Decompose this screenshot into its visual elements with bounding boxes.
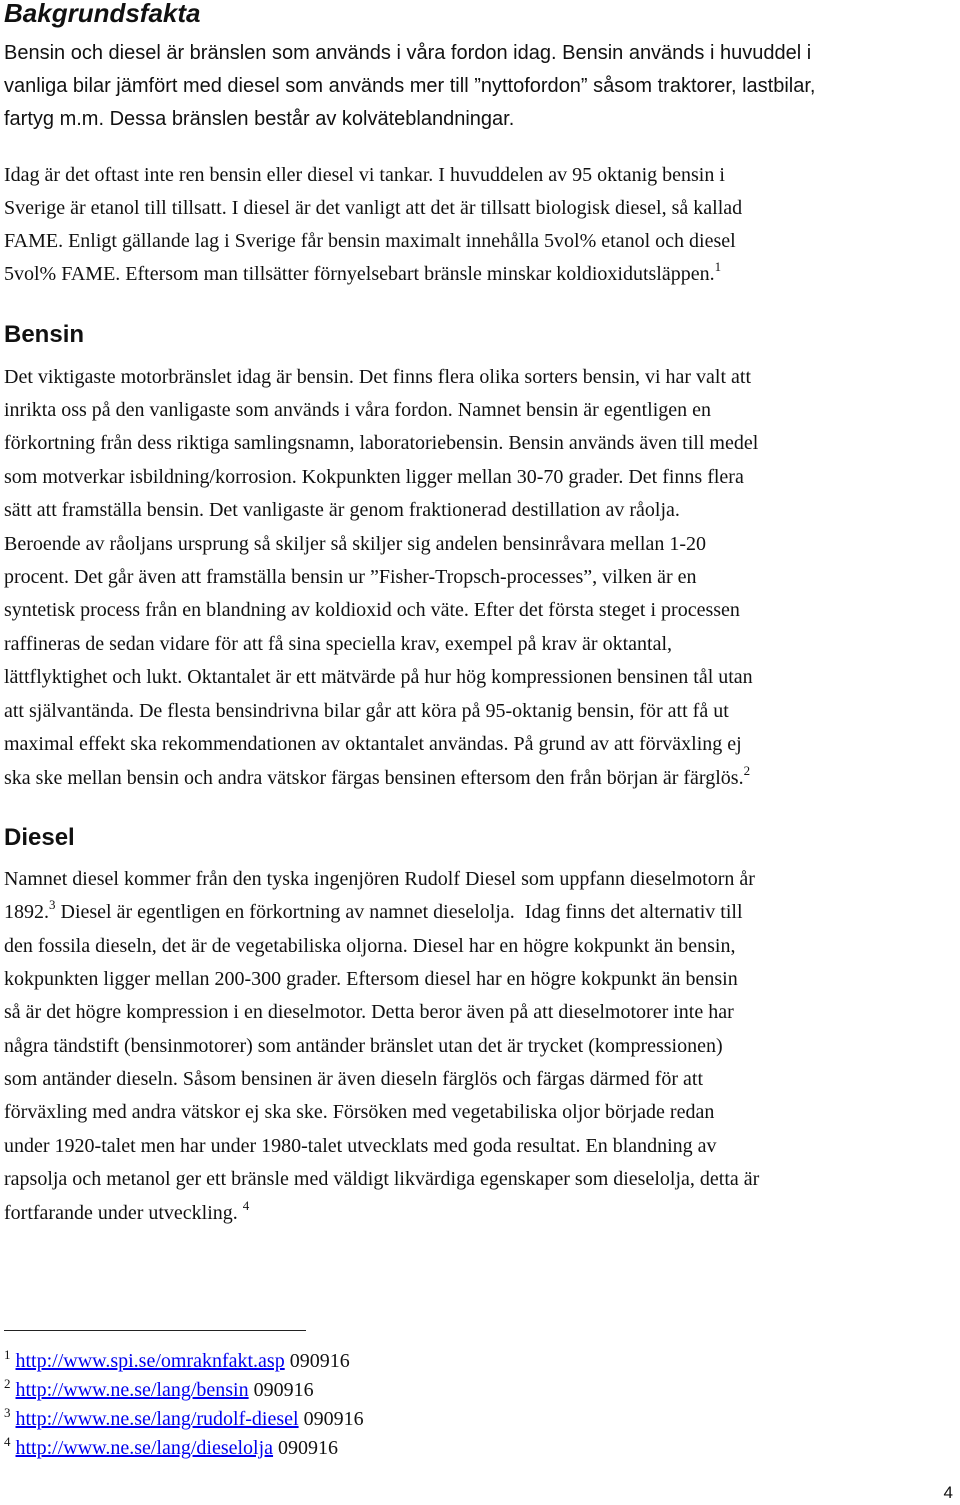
diesel-line: under 1920-talet men har under 1980-talet utvecklats med goda resultat. En blandning av (4, 1135, 717, 1157)
footnote-link[interactable]: http://www.ne.se/lang/bensin (15, 1379, 249, 1401)
diesel-line: förväxling med andra vätskor ej ska ske. Försöken med vegetabiliska oljor började redan (4, 1101, 715, 1123)
bensin-text: ska ske mellan bensin och andra vätskor färgas bensinen eftersom den från början är färglös. (4, 767, 744, 789)
footnote (4, 1378, 314, 1402)
footnote (4, 1407, 364, 1431)
intro-line: vanliga bilar jämfört med diesel som används mer till ”nyttofordon” såsom traktorer, lastbilar, (4, 75, 816, 97)
footnote (4, 1436, 338, 1460)
bensin-line: procent. Det går även att framställa bensin ur ”Fisher-Tropsch-processes”, vilken är en (4, 566, 697, 588)
footnote (4, 1349, 350, 1373)
paragraph-line (4, 259, 722, 286)
diesel-line: Namnet diesel kommer från den tyska ingenjören Rudolf Diesel som uppfann dieselmotorn år (4, 868, 755, 890)
footnote-ref: 2 (743, 763, 751, 778)
footnote-number: 1 (4, 1347, 11, 1362)
bensin-line: Det viktigaste motorbränslet idag är bensin. Det finns flera olika sorters bensin, vi har valt att (4, 366, 752, 388)
diesel-line: några tändstift (bensinmotorer) som antänder bränslet utan det är trycket (kompressionen) (4, 1035, 723, 1057)
diesel-line (4, 1198, 250, 1225)
bensin-line (4, 763, 751, 790)
bensin-line: lättflyktighet och lukt. Oktantalet är ett mätvärde på hur hög kompressionen bensinen tål utan (4, 666, 753, 688)
intro-line: Bensin och diesel är bränslen som används i våra fordon idag. Bensin används i huvuddel i (4, 42, 812, 64)
paragraph-line: Idag är det oftast inte ren bensin eller diesel vi tankar. I huvuddelen av 95 oktanig bensin i (4, 164, 725, 186)
page-number: 4 (943, 1483, 953, 1502)
diesel-line (4, 897, 743, 924)
paragraph-line: Sverige är etanol till tillsatt. I diesel är det vanligt att det är tillsatt biologisk diesel, så kallad (4, 197, 743, 219)
bensin-line: raffineras de sedan vidare för att få sina speciella krav, exempel på krav är oktantal, (4, 633, 673, 655)
bensin-line: att självantända. De flesta bensindrivna bilar går att köra på 95-oktanig bensin, för att få ut (4, 700, 729, 722)
bensin-line: maximal effekt ska rekommendationen av oktantalet användas. På grund av att förväxling ej (4, 733, 742, 755)
footnote-number: 3 (4, 1405, 11, 1420)
diesel-text: Diesel är egentligen en förkortning av namnet dieselolja. Idag finns det alternativ till (55, 901, 743, 923)
page-title: Bakgrundsfakta (4, 0, 201, 28)
bensin-line: Beroende av råoljans ursprung så skiljer så skiljer sig andelen bensinråvara mellan 1-20 (4, 533, 707, 555)
footnote-link[interactable]: http://www.ne.se/lang/rudolf-diesel (15, 1408, 299, 1430)
diesel-line: så är det högre kompression i en dieselmotor. Detta beror även på att dieselmotorer inte har (4, 1001, 734, 1023)
footnote-date: 090916 (273, 1437, 339, 1459)
diesel-text: fortfarande under utveckling. (4, 1202, 243, 1224)
bensin-line: syntetisk process från en blandning av koldioxid och väte. Efter det första steget i processen (4, 599, 740, 621)
footnote-link[interactable]: http://www.ne.se/lang/dieselolja (15, 1437, 274, 1459)
footnote-number: 2 (4, 1376, 11, 1391)
footnote-number: 4 (4, 1434, 11, 1449)
footnote-date: 090916 (284, 1350, 350, 1372)
diesel-line: den fossila dieseln, det är de vegetabiliska oljorna. Diesel har en högre kokpunkt än bensin, (4, 935, 736, 957)
diesel-year: 1892. (4, 901, 49, 923)
bensin-line: som motverkar isbildning/korrosion. Kokpunkten ligger mellan 30-70 grader. Det finns flera (4, 466, 744, 488)
bensin-line: inrikta oss på den vanligaste som används i våra fordon. Namnet bensin är egentligen en (4, 399, 712, 421)
diesel-line: kokpunkten ligger mellan 200-300 grader. Eftersom diesel har en högre kokpunkt än bensin (4, 968, 738, 990)
diesel-line: som antänder dieseln. Såsom bensinen är även dieseln färglös och färgas därmed för att (4, 1068, 704, 1090)
footnote-date: 090916 (298, 1408, 364, 1430)
intro-line: fartyg m.m. Dessa bränslen består av kolväteblandningar. (4, 108, 515, 130)
bensin-line: sätt att framställa bensin. Det vanligaste är genom fraktionerad destillation av råolja. (4, 499, 680, 521)
diesel-line: rapsolja och metanol ger ett bränsle med väldigt likvärdiga egenskaper som dieselolja, detta är (4, 1168, 760, 1190)
section-heading-bensin: Bensin (4, 321, 85, 348)
section-heading-diesel: Diesel (4, 824, 75, 851)
footnote-ref: 4 (242, 1198, 250, 1213)
bensin-line: förkortning från dess riktiga samlingsnamn, laboratoriebensin. Bensin används även till medel (4, 432, 759, 454)
paragraph-line: FAME. Enligt gällande lag i Sverige får bensin maximalt innehålla 5vol% etanol och diesel (4, 230, 736, 252)
footnote-link[interactable]: http://www.spi.se/omraknfakt.asp (15, 1350, 285, 1372)
footnote-ref: 3 (49, 897, 56, 912)
footnote-separator (4, 1330, 306, 1331)
paragraph-text: 5vol% FAME. Eftersom man tillsätter förnyelsebart bränsle minskar koldioxidutsläppen. (4, 263, 715, 285)
footnote-ref: 1 (714, 259, 722, 274)
footnote-date: 090916 (248, 1379, 314, 1401)
